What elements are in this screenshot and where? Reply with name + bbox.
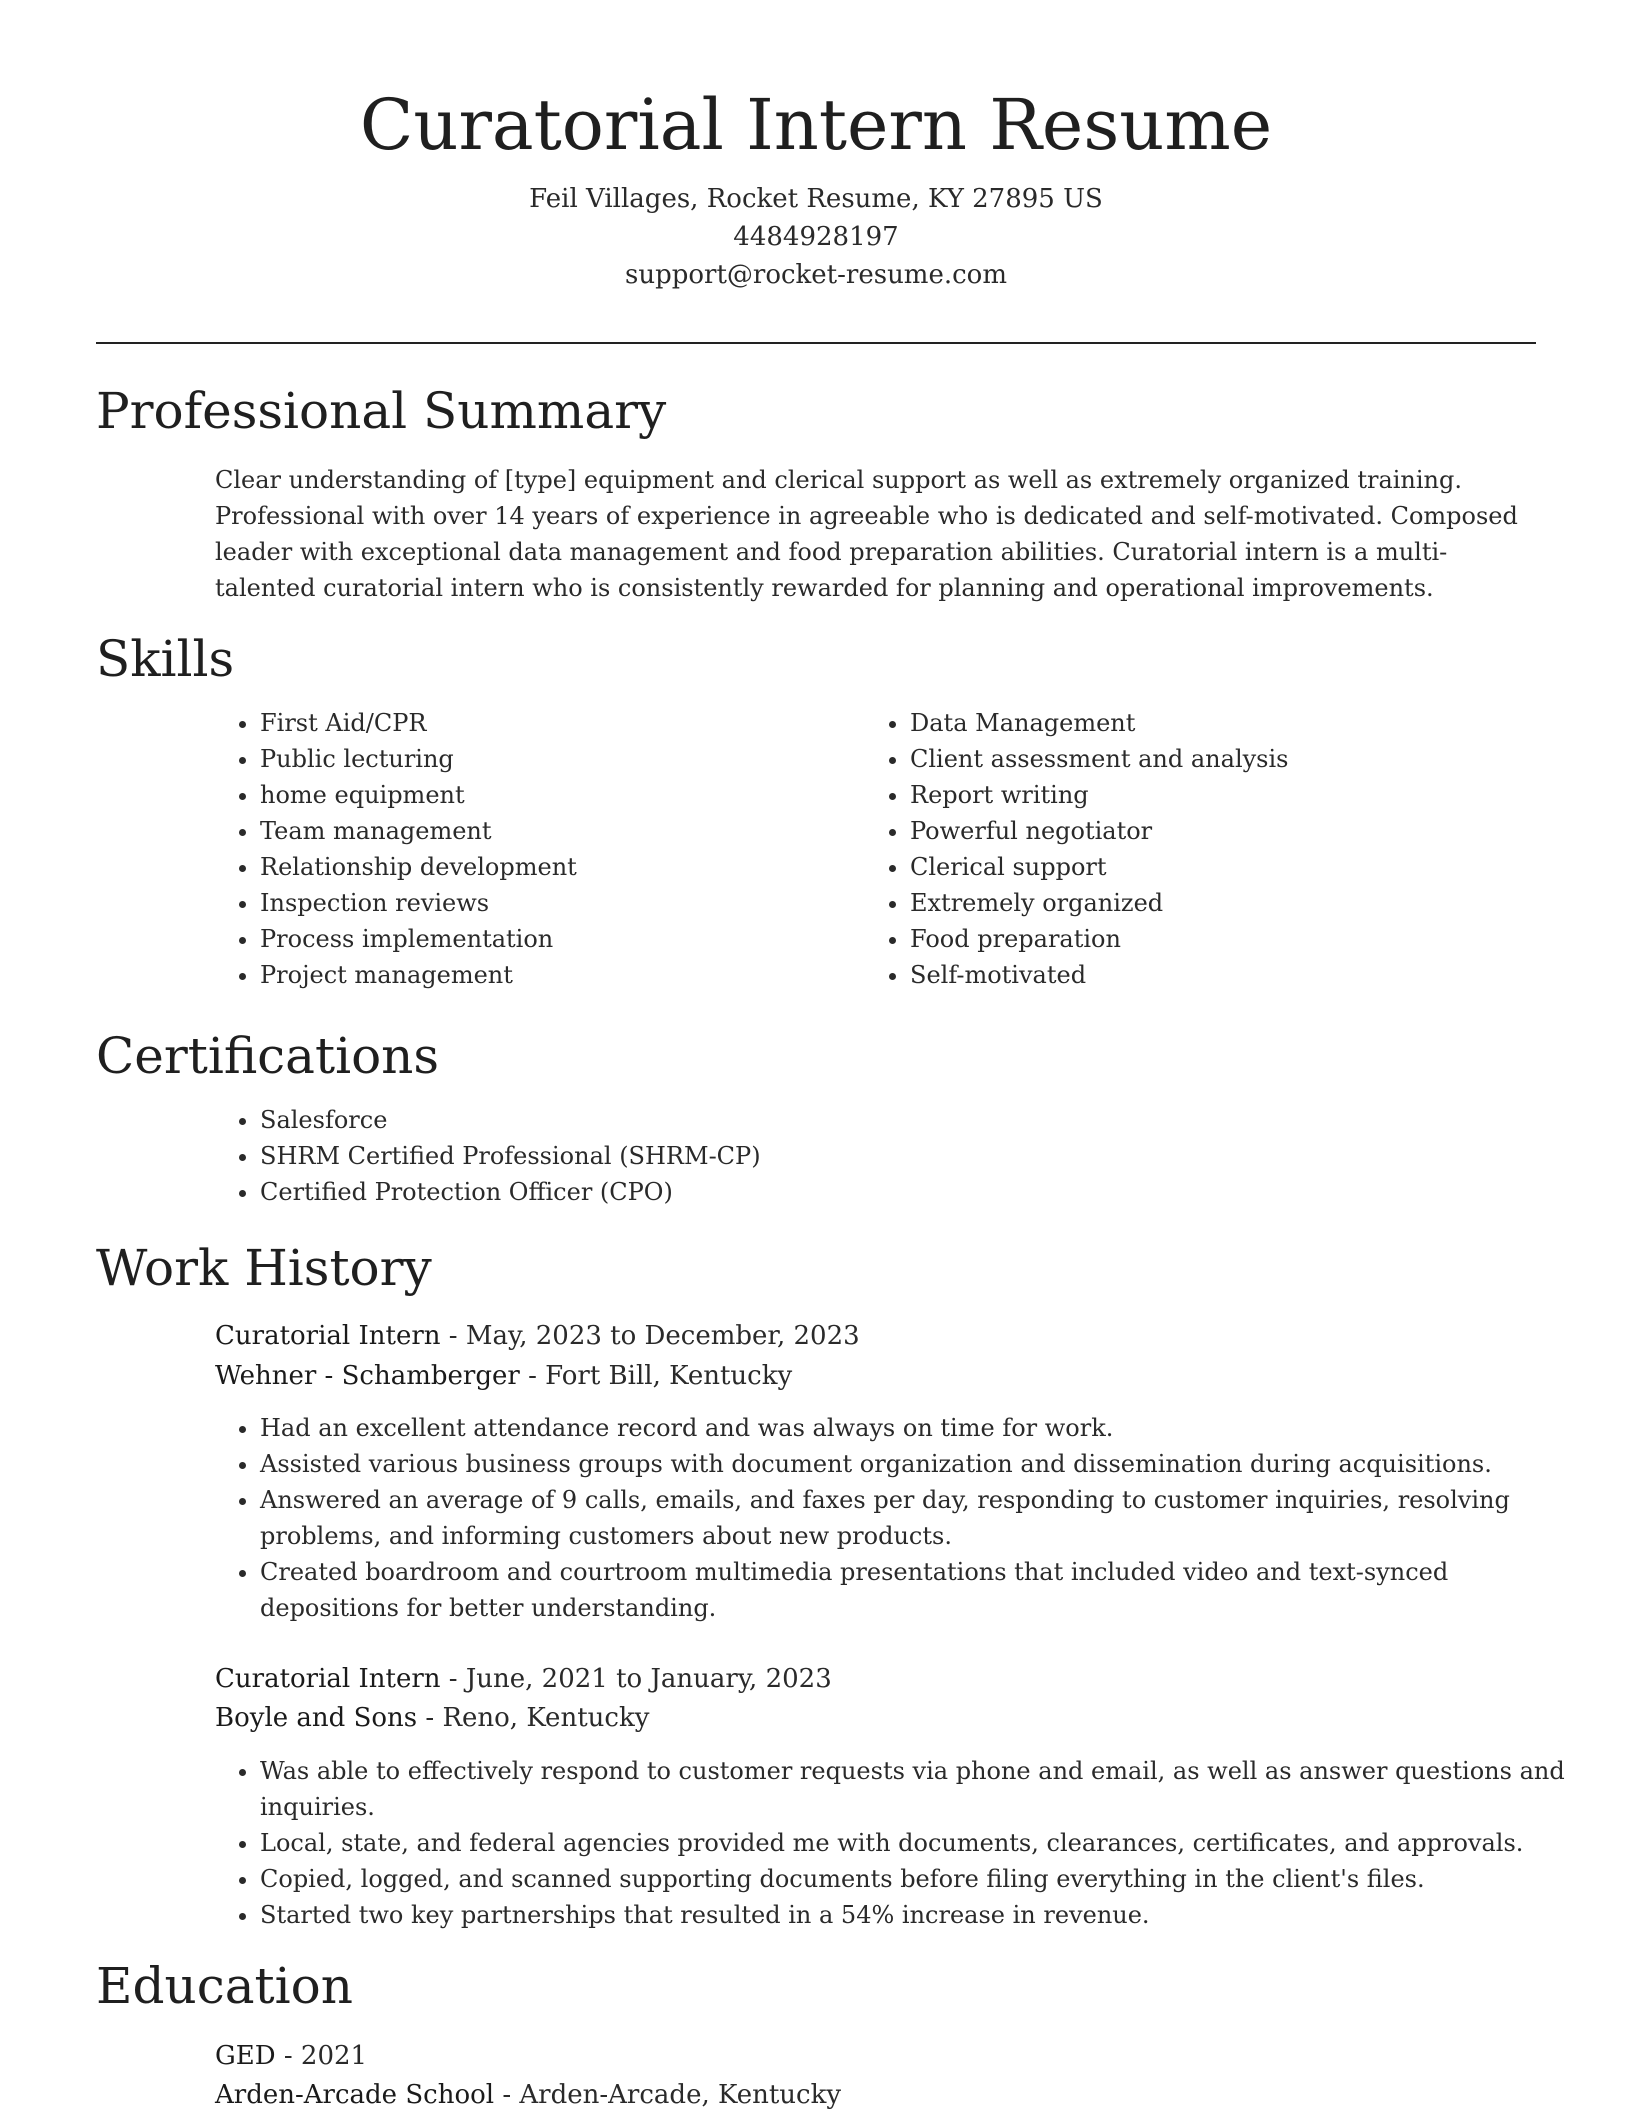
job-company: Boyle and Sons bbox=[215, 1703, 418, 1733]
list-item: • Assisted various business groups with document organization and dissemination during acquisitions. bbox=[260, 1446, 1580, 1482]
list-item: • Data Management bbox=[910, 705, 1570, 741]
list-item: • Report writing bbox=[910, 777, 1570, 813]
list-item: • Clerical support bbox=[910, 849, 1570, 885]
list-item: • Created boardroom and courtroom multimedia presentations that included video and text-synced depositions for better understanding. bbox=[260, 1554, 1580, 1626]
job-2-bullets bbox=[215, 1753, 1580, 1933]
list-item: • home equipment bbox=[260, 777, 860, 813]
list-item: • Extremely organized bbox=[910, 885, 1570, 921]
list-item: • Powerful negotiator bbox=[910, 813, 1570, 849]
list-item: • First Aid/CPR bbox=[260, 705, 860, 741]
job-role: Curatorial Intern bbox=[215, 1321, 441, 1351]
job-dates: - June, 2021 to January, 2023 bbox=[440, 1664, 832, 1694]
job-location: - Fort Bill, Kentucky bbox=[519, 1361, 793, 1391]
contact-address: Feil Villages, Rocket Resume, KY 27895 US bbox=[529, 184, 1103, 214]
job-location: - Reno, Kentucky bbox=[417, 1703, 650, 1733]
list-item: • Inspection reviews bbox=[260, 885, 860, 921]
summary-text: Clear understanding of [type] equipment and clerical support as well as extremely organized training. Professional with over 14 years of experience in agreeable who is dedicated and self-motivated. Composed leader with exceptional data management and food preparation abilities. Curatorial intern is a multi-talented curatorial intern who is consistently rewarded for planning and operational improvements. bbox=[215, 466, 1518, 602]
resume-header bbox=[0, 80, 1632, 294]
list-item: • Had an excellent attendance record and was always on time for work. bbox=[260, 1410, 1580, 1446]
skills-heading: Skills bbox=[96, 630, 235, 688]
contact-block bbox=[0, 180, 1632, 294]
list-item: • Food preparation bbox=[910, 921, 1570, 957]
job-1-bullets bbox=[215, 1410, 1580, 1626]
contact-phone: 4484928197 bbox=[733, 222, 899, 252]
skills-list-right bbox=[865, 705, 1570, 993]
list-item: • Relationship development bbox=[260, 849, 860, 885]
list-item: • Self-motivated bbox=[910, 957, 1570, 993]
job-role: Curatorial Intern bbox=[215, 1664, 441, 1694]
job-dates: - May, 2023 to December, 2023 bbox=[440, 1321, 860, 1351]
list-item: • Process implementation bbox=[260, 921, 860, 957]
list-item: • Was able to effectively respond to customer requests via phone and email, as well as answer questions and inquiries. bbox=[260, 1753, 1580, 1825]
list-item: • Copied, logged, and scanned supporting documents before filing everything in the client's files. bbox=[260, 1861, 1580, 1897]
education-degree-line bbox=[215, 2036, 367, 2076]
list-item: • Project management bbox=[260, 957, 860, 993]
summary-heading: Professional Summary bbox=[96, 382, 667, 440]
education-school: Arden-Arcade School bbox=[215, 2080, 495, 2110]
job-2-company-line bbox=[215, 1698, 649, 1738]
list-item: • Started two key partnerships that resulted in a 54% increase in revenue. bbox=[260, 1897, 1580, 1933]
job-company: Wehner - Schamberger bbox=[215, 1361, 520, 1391]
contact-email: support@rocket-resume.com bbox=[624, 260, 1007, 290]
list-item: • Team management bbox=[260, 813, 860, 849]
list-item: • Public lecturing bbox=[260, 741, 860, 777]
list-item: • Answered an average of 9 calls, emails, and faxes per day, responding to customer inquiries, resolving problems, and informing customers about new products. bbox=[260, 1482, 1580, 1554]
job-1-company-line bbox=[215, 1356, 792, 1396]
education-heading: Education bbox=[96, 1957, 353, 2015]
job-2-title-line bbox=[215, 1659, 832, 1699]
header-divider bbox=[96, 342, 1536, 344]
education-school-line bbox=[215, 2075, 841, 2115]
list-item: • Local, state, and federal agencies provided me with documents, clearances, certificates, and approvals. bbox=[260, 1825, 1580, 1861]
list-item: • Certified Protection Officer (CPO) bbox=[260, 1174, 1560, 1210]
list-item: • Salesforce bbox=[260, 1102, 1560, 1138]
education-degree: GED bbox=[215, 2041, 276, 2071]
list-item: • SHRM Certified Professional (SHRM-CP) bbox=[260, 1138, 1560, 1174]
certifications-list bbox=[215, 1102, 1560, 1210]
resume-title: Curatorial Intern Resume bbox=[359, 84, 1273, 166]
education-year: - 2021 bbox=[275, 2041, 368, 2071]
list-item: • Client assessment and analysis bbox=[910, 741, 1570, 777]
education-location: - Arden-Arcade, Kentucky bbox=[494, 2080, 842, 2110]
skills-list-left bbox=[215, 705, 860, 993]
certifications-heading: Certifications bbox=[96, 1027, 440, 1085]
job-1-title-line bbox=[215, 1316, 860, 1356]
work-history-heading: Work History bbox=[96, 1239, 432, 1297]
